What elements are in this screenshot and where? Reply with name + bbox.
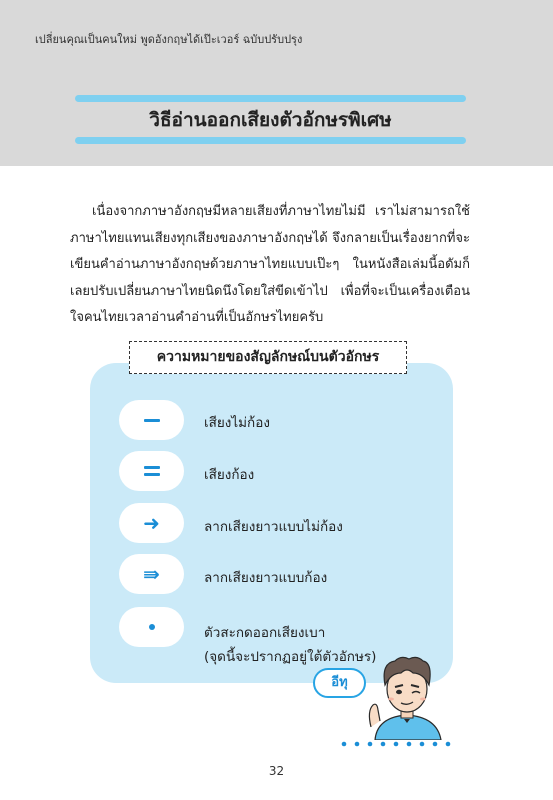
running-head: เปลี่ยนคุณเป็นคนใหม่ พูดอังกฤษได้เป๊ะเวอร์ ฉบับปรับปรุง bbox=[35, 33, 303, 46]
symbol-pill-voiced bbox=[119, 451, 184, 491]
legend-heading: ความหมายของสัญลักษณ์บนตัวอักษร bbox=[129, 341, 407, 374]
legend-label-long-unvoiced: ลากเสียงยาวแบบไม่ก้อง bbox=[204, 519, 343, 535]
legend-label-voiced: เสียงก้อง bbox=[204, 467, 255, 483]
decorative-dots bbox=[340, 740, 456, 748]
legend-label-unvoiced: เสียงไม่ก้อง bbox=[204, 415, 270, 431]
legend-note-soft-final: (จุดนี้จะปรากฏอยู่ใต้ตัวอักษร) bbox=[204, 649, 377, 665]
page-title: วิธีอ่านออกเสียงตัวอักษรพิเศษ bbox=[149, 109, 392, 131]
page-number: 32 bbox=[268, 764, 285, 778]
speech-bubble: อีทุ bbox=[313, 668, 366, 698]
mascot-illustration bbox=[365, 655, 450, 740]
legend-label-long-voiced: ลากเสียงยาวแบบก้อง bbox=[204, 570, 328, 586]
legend-label-soft-final: ตัวสะกดออกเสียงเบา bbox=[204, 625, 326, 641]
double-dash-icon bbox=[144, 466, 160, 476]
title-bar-top bbox=[75, 95, 466, 102]
dot-icon bbox=[149, 624, 155, 630]
title-bar-bottom bbox=[75, 137, 466, 144]
dash-icon bbox=[144, 419, 160, 422]
double-arrow-icon: ⇛ bbox=[143, 562, 160, 586]
symbol-pill-soft-final bbox=[119, 607, 184, 647]
arrow-icon: ➜ bbox=[143, 511, 160, 535]
symbol-pill-unvoiced bbox=[119, 400, 184, 440]
symbol-pill-long-unvoiced bbox=[119, 503, 184, 543]
symbol-pill-long-voiced bbox=[119, 554, 184, 594]
intro-paragraph: เนื่องจากภาษาอังกฤษมีหลายเสียงที่ภาษาไทยไม่มี เราไม่สามารถใช้ภาษาไทยแทนเสียงทุกเสียงของภาษาอังกฤษได้ จึงกลายเป็นเรื่องยากที่จะเขียนคำอ่านภาษาอังกฤษด้วยภาษาไทยแบบเป๊ะๆ ในหนังสือเล่มนี้อดัมก็เลยปรับเปลี่ยนภาษาไทยนิดนึงโดยใส่ขีดเข้าไป เพื่อที่จะเป็นเครื่องเตือนใจคนไทยเวลาอ่านคำอ่านที่เป็นอักษรไทยครับ bbox=[70, 204, 470, 325]
